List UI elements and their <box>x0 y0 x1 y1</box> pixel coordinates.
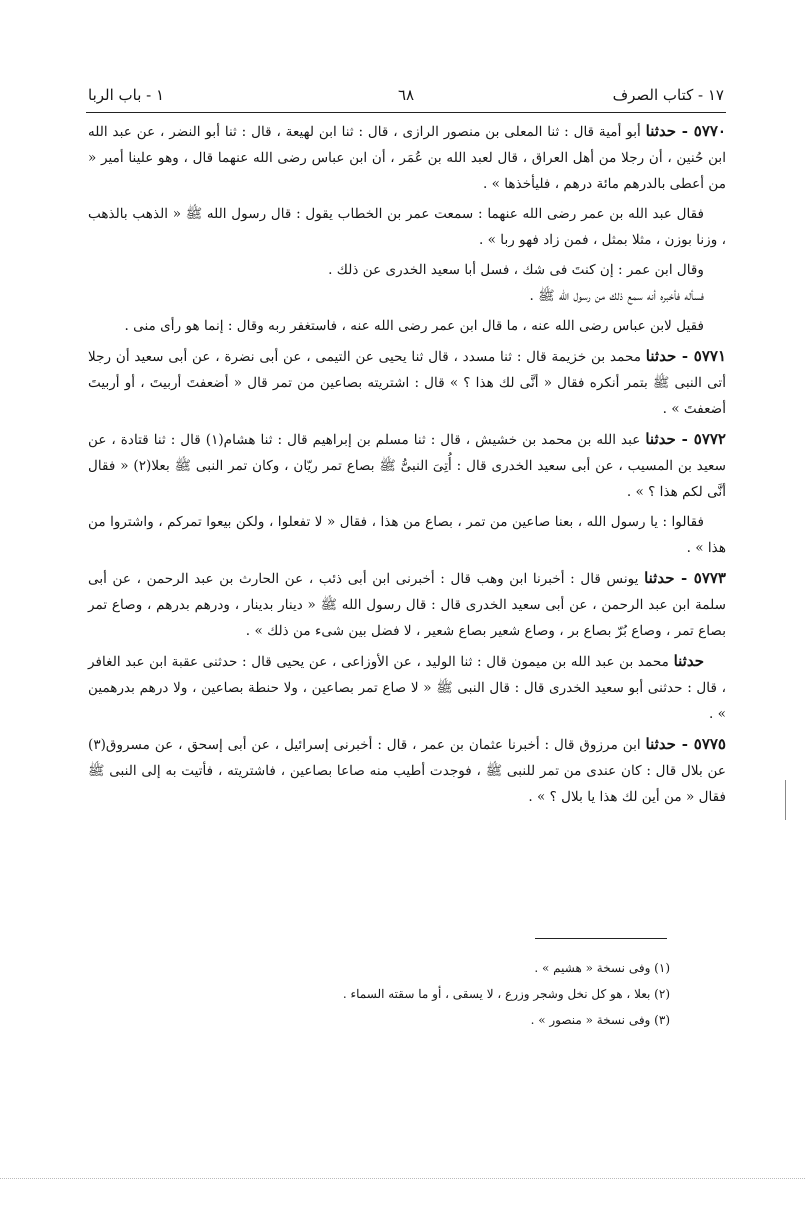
hadith-number: ٥٧٧٥ <box>693 735 726 753</box>
hadith-lead-word: حدثنا <box>673 652 704 670</box>
hadith-body: عبد الله بن محمد بن خشيش ، قال : ثنا مسلم بن إبراهيم قال : ثنا هشام(١) قال : ثنا قتادة ، عن سعيد بن المسيب ، عن أبى سعيد الخدرى قال : أُتِىَ النبىُّ ﷺ بصاع تمر ريّان ، وكان تمر النبى ﷺ بعلا(٢) « فقال أنَّى لكم هذا ؟ » . <box>88 432 726 500</box>
hadith-5774 <box>88 648 726 727</box>
hadith-5770: ٥٧٧٠ - حدثنا أبو أمية قال : ثنا المعلى بن منصور الرازى ، قال : ثنا ابن لهيعة ، قال : ثنا أبو النضر ، عن عبد الله ابن حُنين ، أن رجلا من أهل العراق ، قال لعبد الله بن عُمَر ، أن ابن عباس رضى الله عنهما قال ، وهو علينا أمير « من أعطى بالدرهم مائة درهم ، فليأخذها » . <box>88 122 726 192</box>
footnote-3: (٣) وفى نسخة « منصور » . <box>530 1013 670 1027</box>
header-rule <box>86 112 726 113</box>
footnote-2: (٢) بعلا ، هو كل نخل وشجر وزرع ، لا يسقى ، أو ما سقته السماء . <box>342 987 670 1001</box>
scan-edge-dots <box>0 1178 805 1179</box>
paragraph-ask-abu-said <box>88 257 726 283</box>
paragraph-text: وقال ابن عمر : إن كنتَ فى شك ، فسل أبا سعيد الخدرى عن ذلك . <box>328 262 704 278</box>
paragraph-text: فقيل لابن عباس رضى الله عنه ، ما قال ابن عمر رضى الله عنه ، فاستغفر ربه وقال : إنما هو رأى منى . <box>124 318 704 334</box>
hadith-body: محمد بن خزيمة قال : ثنا مسدد ، قال ثنا يحيى عن التيمى ، عن أبى نضرة ، عن أبى سعيد أن رجلا أتى النبى ﷺ بتمر أنكره فقال « أنَّى لك هذا ؟ » قال : اشتريته بصاعين من تمر قال « أضعفتَ أربيتَ ، أو أربيتَ أضعفتَ » . <box>88 349 726 417</box>
page-number: ٦٨ <box>397 86 415 104</box>
hadith-number: ٥٧٧١ <box>693 347 727 365</box>
section-title: ١ - باب الربا <box>88 86 165 104</box>
hadith-5775: ٥٧٧٥ - حدثنا ابن مرزوق قال : أخبرنا عثمان بن عمر ، قال : أخبرنى إسرائيل ، عن أبى إسحق ، عن مسروق(٣) عن بلال قال : كان عندى من تمر للنبى ﷺ ، فوجدت أطيب منه صاعا بصاعين ، فاشتريته ، فأتيت به إلى النبى ﷺ فقال « من أين لك هذا يا بلال ؟ » . <box>88 735 726 805</box>
hadith-lead-word: حدثنا <box>645 347 677 365</box>
hadith-5771: ٥٧٧١ - حدثنا محمد بن خزيمة قال : ثنا مسدد ، قال ثنا يحيى عن التيمى ، عن أبى نضرة ، عن أبى سعيد أن رجلا أتى النبى ﷺ بتمر أنكره فقال « أنَّى لك هذا ؟ » قال : اشتريته بصاعين من تمر قال « أضعفتَ أربيتَ ، أو أربيتَ أضعفتَ » . <box>88 347 727 417</box>
paragraph-text: فقال عبد الله بن عمر رضى الله عنهما : سمعت عمر بن الخطاب يقول : قال رسول الله ﷺ « الذهب بالذهب ، وزنا بوزن ، مثلا بمثل ، فمن زاد فهو ربا » . <box>88 206 726 248</box>
margin-mark <box>785 780 786 820</box>
hadith-5773: ٥٧٧٣ - حدثنا يونس قال : أخبرنا ابن وهب قال : أخبرنى ابن أبى ذئب ، عن الحارث بن عبد الرحمن ، عن أبى سلمة ابن عبد الرحمن ، عن أبى سعيد الخدرى قال : قال رسول الله ﷺ « دينار بدينار ، ودرهم بدرهم ، وصاع تمر بصاع تمر ، وصاع بُرّ بصاع بر ، وصاع شعير بصاع شعير ، لا فضل بين شىء من ذلك » . <box>88 569 726 639</box>
paragraph-they-said <box>88 509 726 561</box>
footnote-separator <box>535 938 667 939</box>
paragraph-text: فسأله فأخبره أنه سمع ذلك من رسول الله ﷺ . <box>529 288 704 304</box>
page-header <box>88 80 724 110</box>
hadith-body: محمد بن عبد الله بن ميمون قال : ثنا الوليد ، عن الأوزاعى ، عن يحيى قال : حدثنى عقبة ابن عبد الغافر ، قال : حدثنى أبو سعيد الخدرى قال : قال النبى ﷺ « لا صاع تمر بصاعين ، ولا حنطة بصاعين ، ولا درهم بدرهمين » . <box>88 654 726 722</box>
paragraph-ibn-abbas-retract <box>88 313 726 339</box>
hadith-number: ٥٧٧٢ <box>693 430 726 448</box>
hadith-lead-word: حدثنا <box>645 122 677 140</box>
hadith-body: ابن مرزوق قال : أخبرنا عثمان بن عمر ، قال : أخبرنى إسرائيل ، عن أبى إسحق ، عن مسروق(٣) عن بلال قال : كان عندى من تمر للنبى ﷺ ، فوجدت أطيب منه صاعا بصاعين ، فاشتريته ، فأتيت به إلى النبى ﷺ فقال « من أين لك هذا يا بلال ؟ » . <box>88 737 726 805</box>
hadith-5772: ٥٧٧٢ - حدثنا عبد الله بن محمد بن خشيش ، قال : ثنا مسلم بن إبراهيم قال : ثنا هشام(١) قال : ثنا قتادة ، عن سعيد بن المسيب ، عن أبى سعيد الخدرى قال : أُتِىَ النبىُّ ﷺ بصاع تمر ريّان ، وكان تمر النبى ﷺ بعلا(٢) « فقال أنَّى لكم هذا ؟ » . <box>88 430 726 500</box>
hadith-number: ٥٧٧٠ <box>693 122 726 140</box>
chapter-title: ١٧ - كتاب الصرف <box>612 86 724 104</box>
paragraph-abu-said-answer <box>88 283 726 309</box>
hadith-number: ٥٧٧٣ <box>693 569 726 587</box>
hadith-lead-word: حدثنا <box>644 569 675 587</box>
footnotes <box>250 955 670 1033</box>
hadith-body: يونس قال : أخبرنا ابن وهب قال : أخبرنى ابن أبى ذئب ، عن الحارث بن عبد الرحمن ، عن أبى سلمة ابن عبد الرحمن ، عن أبى سعيد الخدرى قال : قال رسول الله ﷺ « دينار بدينار ، ودرهم بدرهم ، وصاع تمر بصاع تمر ، وصاع بُرّ بصاع بر ، وصاع شعير بصاع شعير ، لا فضل بين شىء من ذلك » . <box>88 571 726 639</box>
hadith-lead-word: حدثنا <box>645 735 676 753</box>
footnote-1: (١) وفى نسخة « هشيم » . <box>534 961 670 975</box>
hadith-body: أبو أمية قال : ثنا المعلى بن منصور الرازى ، قال : ثنا ابن لهيعة ، قال : ثنا أبو النضر ، عن عبد الله ابن حُنين ، أن رجلا من أهل العراق ، قال لعبد الله بن عُمَر ، أن ابن عباس رضى الله عنهما قال ، وهو علينا أمير « من أعطى بالدرهم مائة درهم ، فليأخذها » . <box>88 124 726 192</box>
paragraph-text: فقالوا : يا رسول الله ، بعنا صاعين من تمر ، بصاع من هذا ، فقال « لا تفعلوا ، ولكن بيعوا تمركم ، واشتروا من هذا » . <box>88 514 726 556</box>
hadith-lead-word: حدثنا <box>645 430 676 448</box>
hadith-text-body <box>88 118 726 810</box>
paragraph-ibn-umar-reply <box>88 201 726 253</box>
